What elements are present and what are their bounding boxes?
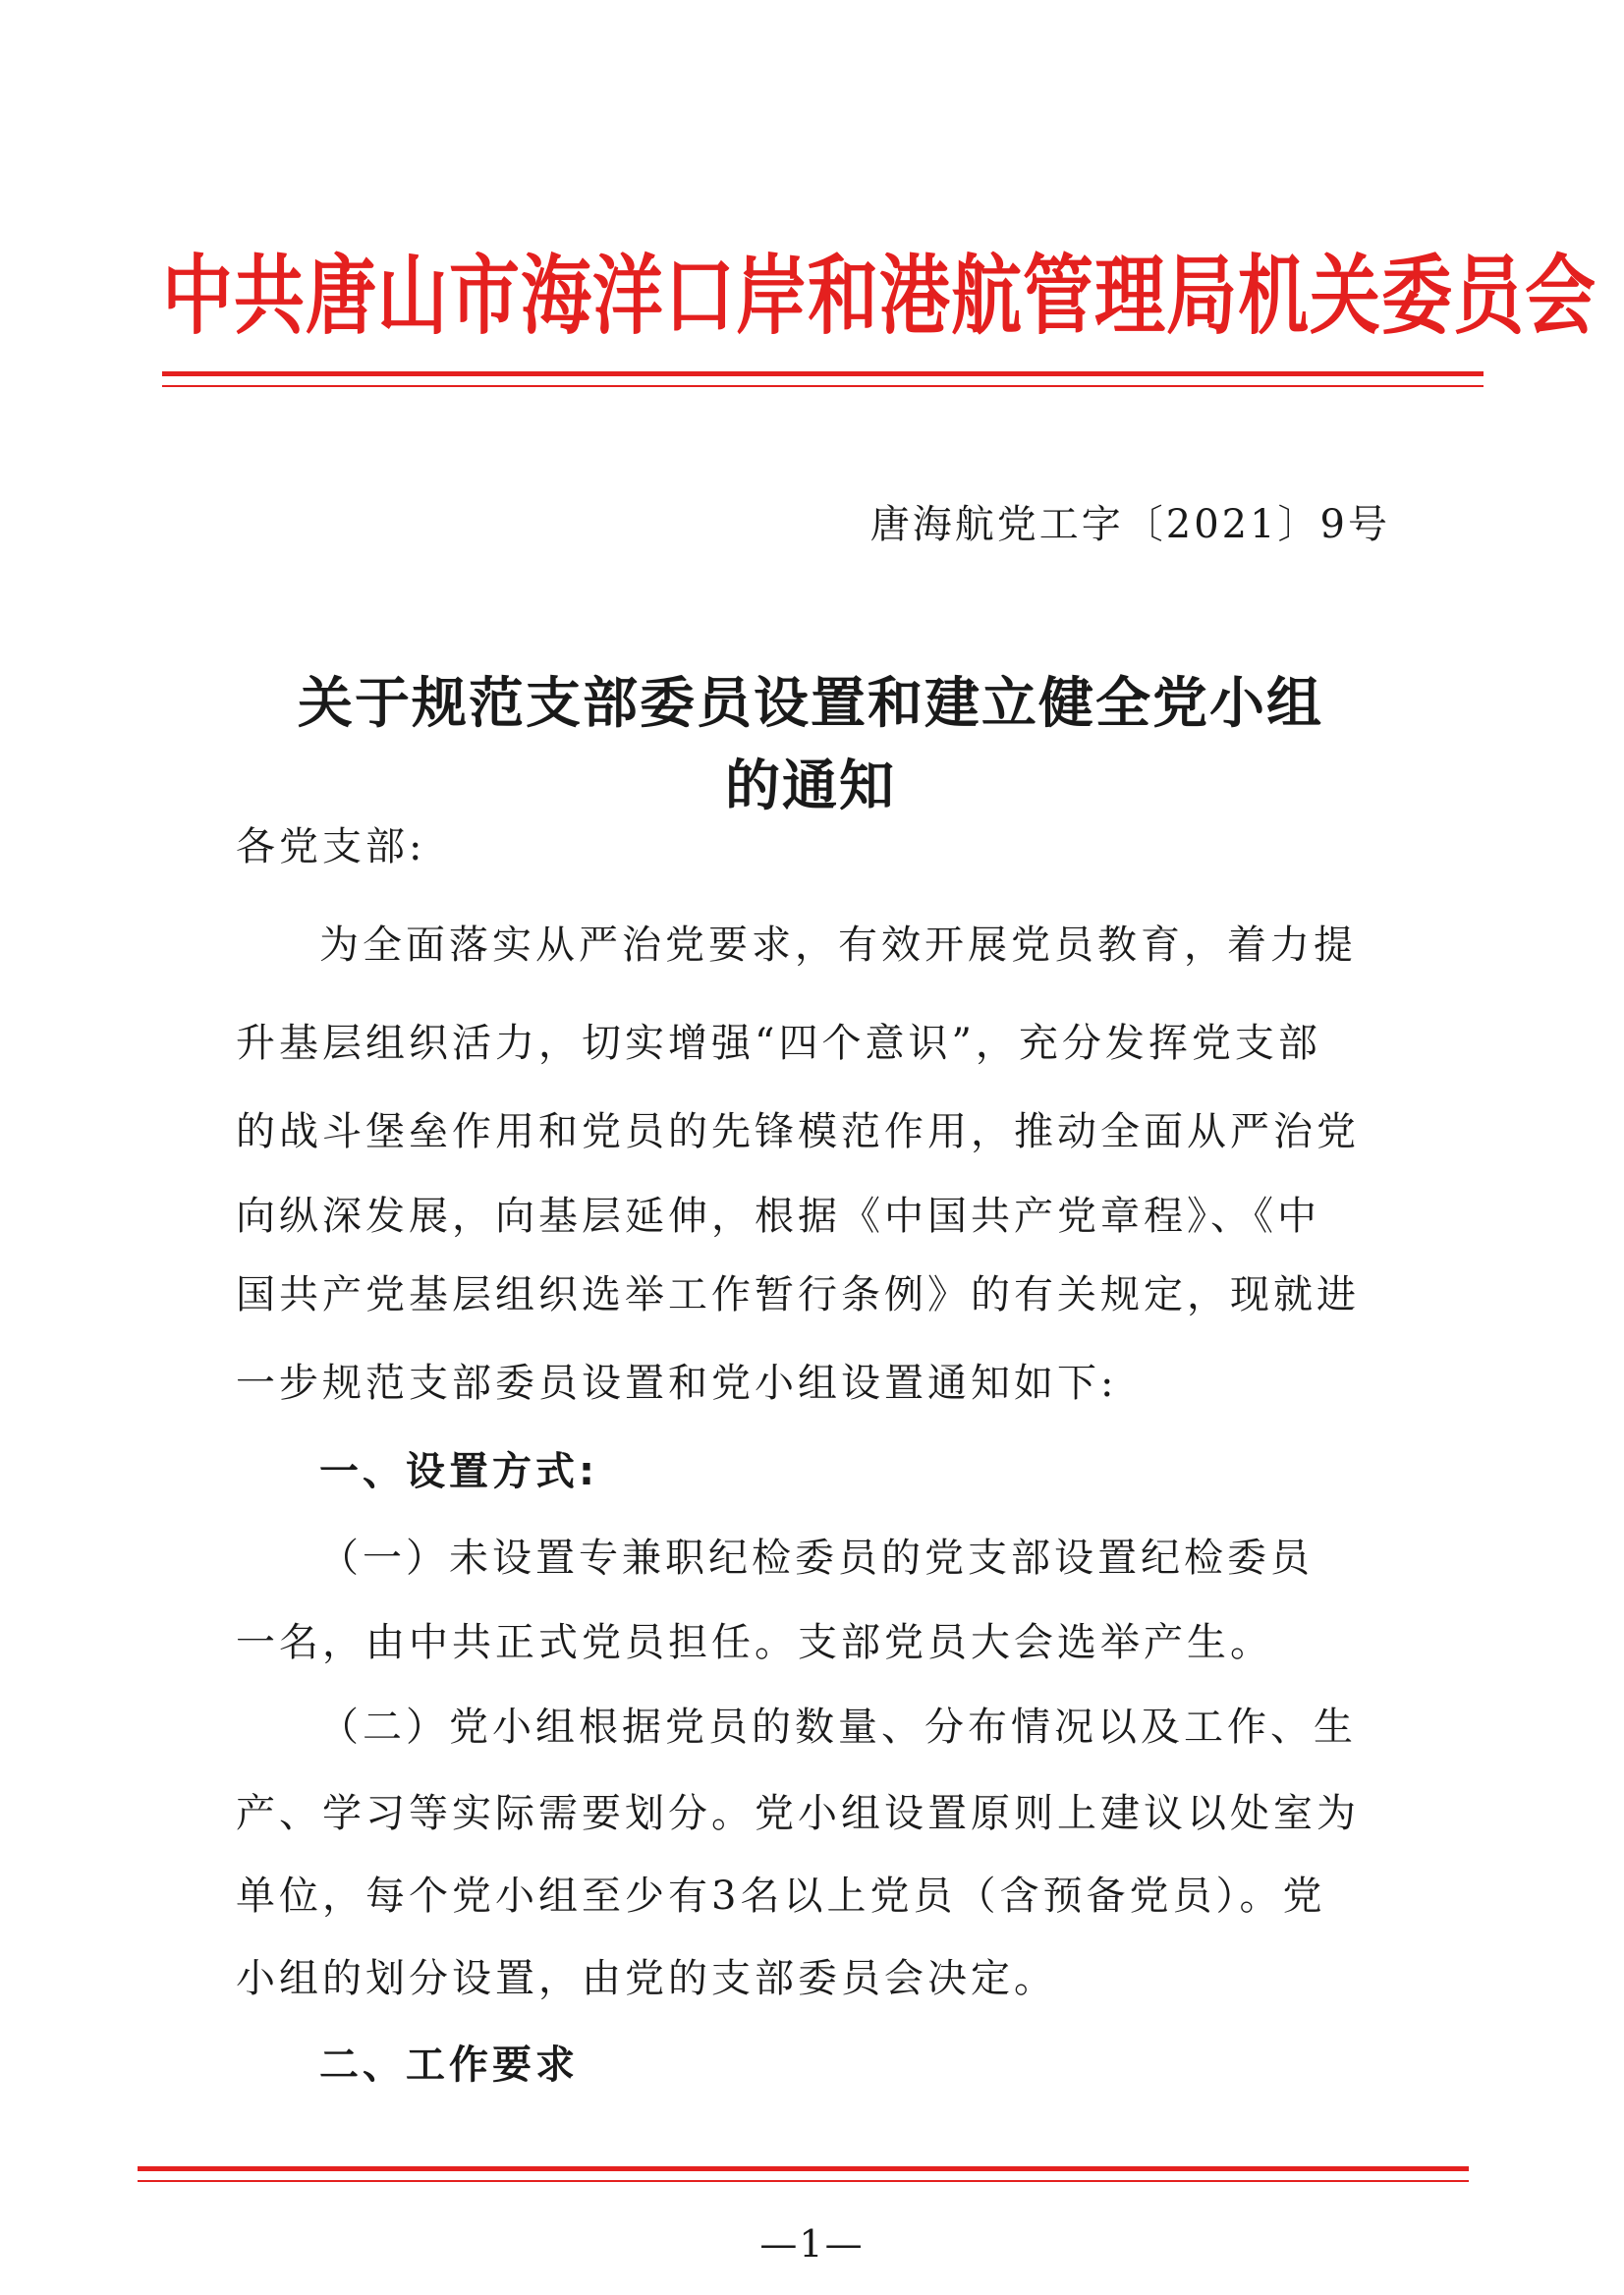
item-2-line: 产、学习等实际需要划分。党小组设置原则上建议以处室为	[236, 1791, 1360, 1836]
footer-red-rule-thin	[138, 2180, 1469, 2182]
intro-line: 升基层组织活力，切实增强“四个意识”，充分发挥党支部	[236, 1021, 1321, 1066]
document-title-line-1: 关于规范支部委员设置和建立健全党小组	[298, 672, 1323, 736]
item-2-line: （二）党小组根据党员的数量、分布情况以及工作、生	[319, 1705, 1357, 1750]
intro-line: 国共产党基层组织选举工作暂行条例》的有关规定，现就进	[236, 1272, 1360, 1317]
document-number: 唐海航党工字〔2021〕9号	[869, 502, 1390, 547]
intro-line: 一步规范支部委员设置和党小组设置通知如下:	[236, 1361, 1118, 1406]
document-title-line-2: 的通知	[725, 755, 896, 818]
item-2-line: 单位，每个党小组至少有3名以上党员（含预备党员）。党	[236, 1874, 1326, 1919]
item-2-line: 小组的划分设置，由党的支部委员会决定。	[236, 1956, 1057, 2001]
section-2-heading: 二、工作要求	[319, 2043, 579, 2088]
footer-red-rule-thick	[138, 2166, 1469, 2171]
issuing-organization-header: 中共唐山市海洋口岸和港航管理局机关委员会	[162, 245, 1597, 346]
intro-line: 的战斗堡垒作用和党员的先锋模范作用，推动全面从严治党	[236, 1109, 1360, 1154]
section-1-heading: 一、设置方式:	[319, 1449, 598, 1494]
header-red-rule-thick	[162, 371, 1484, 376]
page-number: —1—	[759, 2222, 865, 2266]
header-red-rule-thin	[162, 385, 1484, 387]
intro-line: 向纵深发展，向基层延伸，根据《中国共产党章程》、《中	[236, 1194, 1320, 1239]
item-1-line: （一）未设置专兼职纪检委员的党支部设置纪检委员	[319, 1536, 1314, 1581]
item-1-line: 一名，由中共正式党员担任。支部党员大会选举产生。	[236, 1620, 1273, 1665]
intro-line: 为全面落实从严治党要求，有效开展党员教育，着力提	[319, 923, 1357, 968]
salutation: 各党支部:	[236, 824, 426, 869]
